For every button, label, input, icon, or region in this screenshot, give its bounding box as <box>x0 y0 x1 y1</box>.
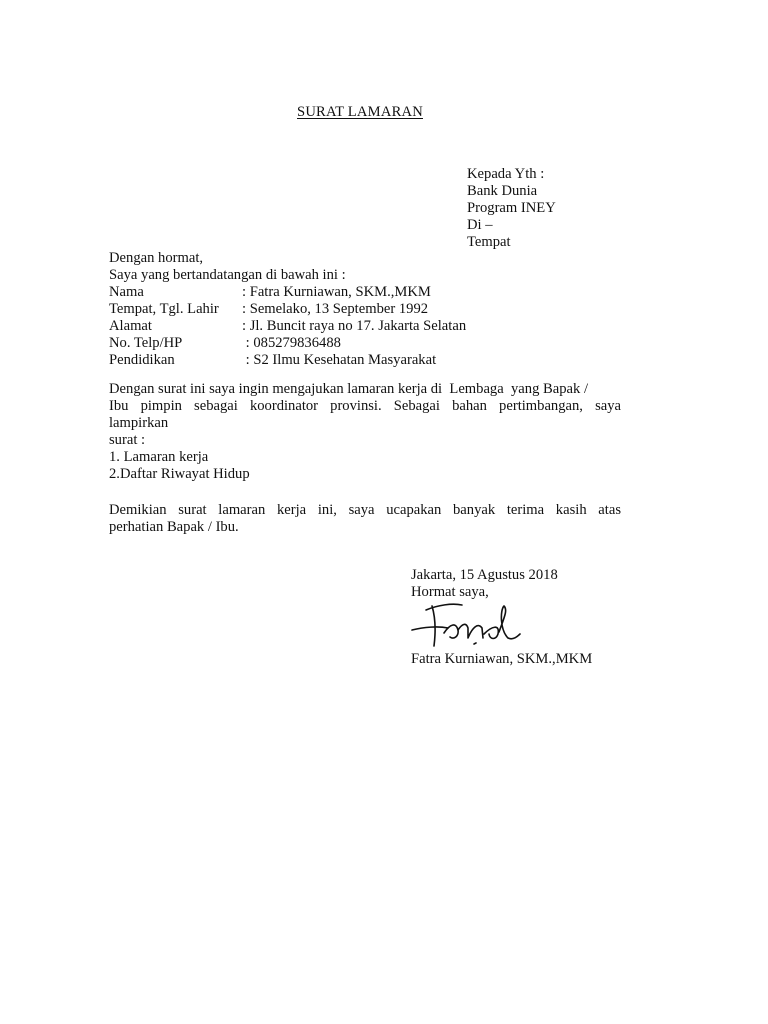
place-date: Jakarta, 15 Agustus 2018 <box>411 567 558 583</box>
field-value: : 085279836488 <box>242 335 341 351</box>
field-row <box>109 318 621 335</box>
field-label: No. Telp/HP <box>109 335 183 351</box>
regards: Hormat saya, <box>411 584 489 600</box>
attachment-item: 2.Daftar Riwayat Hidup <box>109 466 250 482</box>
recipient-line: Program INEY <box>467 200 556 216</box>
applicant-details <box>109 250 621 369</box>
field-value: : Fatra Kurniawan, SKM.,MKM <box>242 284 431 300</box>
recipient-line: Di – <box>467 217 493 233</box>
closing-line: perhatian Bapak / Ibu. <box>109 519 239 535</box>
field-label: Alamat <box>109 318 152 334</box>
signer-name: Fatra Kurniawan, SKM.,MKM <box>411 651 593 667</box>
field-value: : Jl. Buncit raya no 17. Jakarta Selatan <box>242 318 467 334</box>
field-row <box>109 352 621 369</box>
greeting: Dengan hormat, <box>109 250 204 266</box>
handwritten-signature <box>404 600 524 655</box>
sign-off-block <box>411 567 558 601</box>
application-paragraph <box>109 381 621 483</box>
paragraph-line: lampirkan <box>109 415 169 431</box>
field-row <box>109 301 621 318</box>
signature-icon <box>404 600 524 650</box>
field-row <box>109 284 621 301</box>
paragraph-line: Dengan surat ini saya ingin mengajukan lamaran kerja di Lembaga yang Bapak / <box>109 381 588 397</box>
closing-line: Demikian surat lamaran kerja ini, saya ucapakan banyak terima kasih atas <box>109 502 621 518</box>
field-row <box>109 335 621 352</box>
recipient-line: Kepada Yth : <box>467 166 545 182</box>
closing-paragraph <box>109 502 621 536</box>
field-label: Pendidikan <box>109 352 175 368</box>
paragraph-line: Ibu pimpin sebagai koordinator provinsi. Sebagai bahan pertimbangan, saya <box>109 398 621 414</box>
field-value: : S2 Ilmu Kesehatan Masyarakat <box>242 352 437 368</box>
recipient-block <box>467 166 556 251</box>
field-value: : Semelako, 13 September 1992 <box>242 301 429 317</box>
attachment-item: 1. Lamaran kerja <box>109 449 209 465</box>
letter-title: SURAT LAMARAN <box>297 104 423 120</box>
field-label: Nama <box>109 284 144 300</box>
intro-line: Saya yang bertandatangan di bawah ini : <box>109 267 346 283</box>
recipient-line: Tempat <box>467 234 511 250</box>
recipient-line: Bank Dunia <box>467 183 538 199</box>
paragraph-line: surat : <box>109 432 146 448</box>
field-label: Tempat, Tgl. Lahir <box>109 301 219 317</box>
